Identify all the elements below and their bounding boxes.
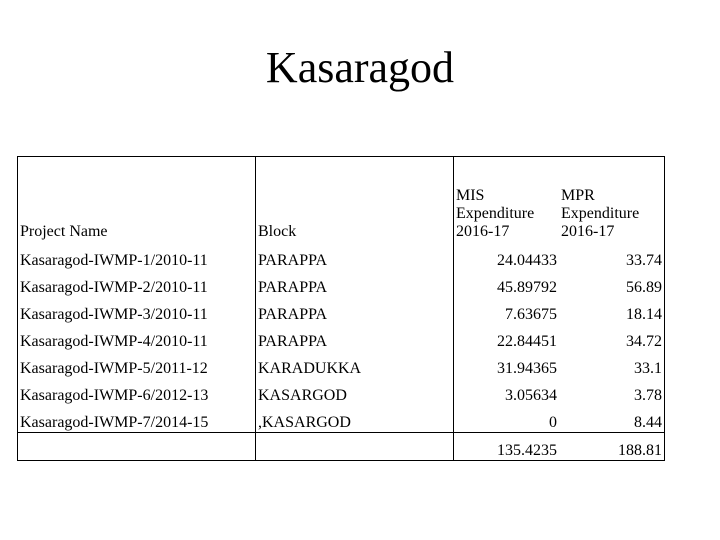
project-name-cell: Kasaragod-IWMP-5/2011-12 bbox=[18, 351, 256, 378]
table-row bbox=[18, 243, 665, 270]
header-project-name: Project Name bbox=[18, 157, 256, 244]
totals-block-cell bbox=[256, 433, 454, 461]
project-name-cell: Kasaragod-IWMP-3/2010-11 bbox=[18, 297, 256, 324]
header-mis-line-1: MIS bbox=[456, 187, 485, 204]
mpr-expenditure-cell: 33.1 bbox=[559, 351, 665, 378]
mpr-expenditure-cell: 8.44 bbox=[559, 405, 665, 433]
block-cell: PARAPPA bbox=[256, 324, 454, 351]
mpr-expenditure-cell: 56.89 bbox=[559, 270, 665, 297]
mis-expenditure-cell: 45.89792 bbox=[454, 270, 560, 297]
mis-expenditure-cell: 24.04433 bbox=[454, 243, 560, 270]
header-mis-line-2: Expenditure bbox=[456, 205, 535, 222]
table-row bbox=[18, 297, 665, 324]
header-mis-expenditure bbox=[454, 157, 560, 244]
mis-expenditure-cell: 22.84451 bbox=[454, 324, 560, 351]
mpr-expenditure-cell: 33.74 bbox=[559, 243, 665, 270]
project-name-cell: Kasaragod-IWMP-6/2012-13 bbox=[18, 378, 256, 405]
mpr-expenditure-cell: 34.72 bbox=[559, 324, 665, 351]
block-cell: PARAPPA bbox=[256, 270, 454, 297]
mis-expenditure-cell: 7.63675 bbox=[454, 297, 560, 324]
header-mpr-line-1: MPR bbox=[561, 187, 595, 204]
block-cell: KARADUKKA bbox=[256, 351, 454, 378]
block-cell: PARAPPA bbox=[256, 243, 454, 270]
project-name-cell: Kasaragod-IWMP-2/2010-11 bbox=[18, 270, 256, 297]
total-mis-expenditure: 135.4235 bbox=[454, 433, 560, 461]
header-mpr-expenditure bbox=[559, 157, 665, 244]
block-cell: KASARGOD bbox=[256, 378, 454, 405]
project-name-cell: Kasaragod-IWMP-4/2010-11 bbox=[18, 324, 256, 351]
project-name-cell: Kasaragod-IWMP-7/2014-15 bbox=[18, 405, 256, 433]
table-row bbox=[18, 351, 665, 378]
expenditure-table bbox=[17, 156, 665, 461]
table-row bbox=[18, 405, 665, 433]
block-cell: ,KASARGOD bbox=[256, 405, 454, 433]
mis-expenditure-cell: 3.05634 bbox=[454, 378, 560, 405]
header-mpr-line-2: Expenditure bbox=[561, 205, 640, 222]
totals-project-cell bbox=[18, 433, 256, 461]
mis-expenditure-cell: 31.94365 bbox=[454, 351, 560, 378]
mpr-expenditure-cell: 18.14 bbox=[559, 297, 665, 324]
header-block: Block bbox=[256, 157, 454, 244]
totals-row bbox=[18, 433, 665, 461]
table-row bbox=[18, 270, 665, 297]
block-cell: PARAPPA bbox=[256, 297, 454, 324]
header-mis-line-3: 2016-17 bbox=[456, 223, 510, 240]
mis-expenditure-cell: 0 bbox=[454, 405, 560, 433]
expenditure-table-container bbox=[17, 156, 665, 461]
table-row bbox=[18, 378, 665, 405]
table-header-row bbox=[18, 157, 665, 244]
table-row bbox=[18, 324, 665, 351]
total-mpr-expenditure: 188.81 bbox=[559, 433, 665, 461]
header-mpr-line-3: 2016-17 bbox=[561, 223, 615, 240]
project-name-cell: Kasaragod-IWMP-1/2010-11 bbox=[18, 243, 256, 270]
page-title: Kasaragod bbox=[265, 43, 455, 92]
mpr-expenditure-cell: 3.78 bbox=[559, 378, 665, 405]
